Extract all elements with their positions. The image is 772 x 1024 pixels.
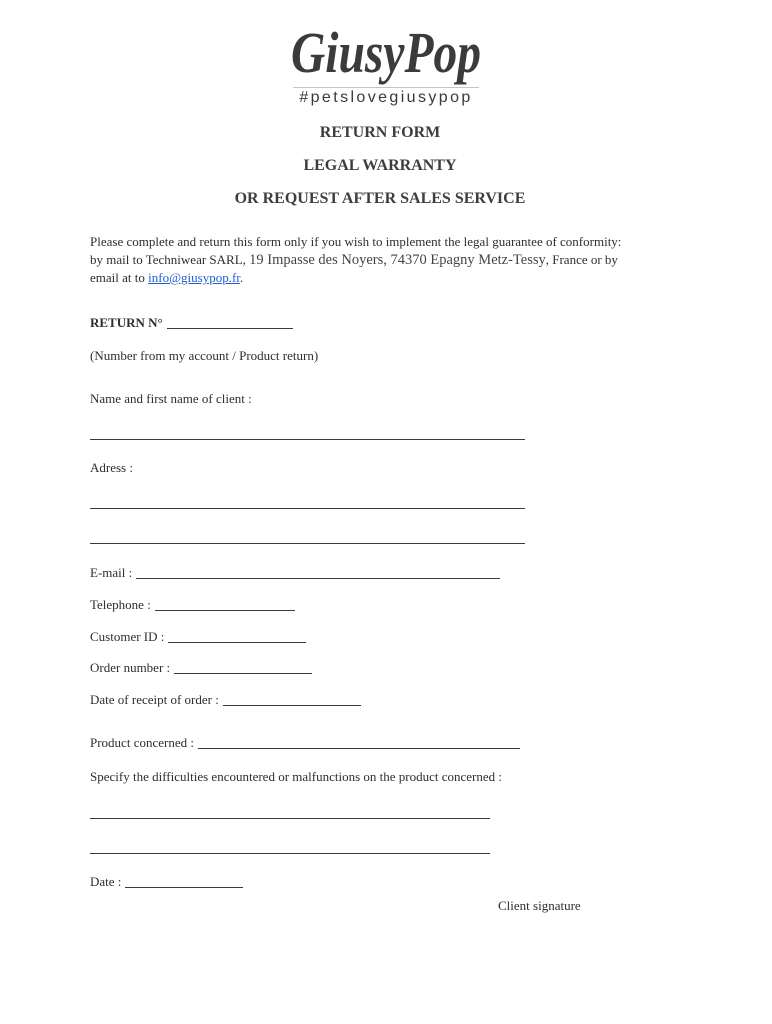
date-field[interactable] [125,886,243,888]
postal-address: 19 Impasse des Noyers, 74370 Epagny Metz-Tessy [249,252,546,268]
form-subtitle-legal-warranty: LEGAL WARRANTY [303,157,457,174]
customer-id-field[interactable] [168,641,306,643]
receipt-date-field[interactable] [223,704,361,706]
difficulties-label: Specify the difficulties encountered or malfunctions on the product concerned : [90,769,503,784]
return-number-label: RETURN N° [90,315,163,330]
logo-wordmark: GiusyPop [291,20,481,85]
form-subtitle-after-sales: OR REQUEST AFTER SALES SERVICE [234,190,526,207]
email-link[interactable]: info@giusypop.fr [148,270,240,285]
logo-tagline: #petslovegiusypop [299,89,473,106]
product-field[interactable] [198,747,520,749]
form-title: RETURN FORM [319,124,441,141]
intro-line-1: Please complete and return this form only if you wish to implement the legal guarantee of conformity: [90,234,622,249]
client-name-label: Name and first name of client : [90,391,252,406]
product-label: Product concerned : [90,735,194,750]
intro-mail-suffix: , France or by [545,252,618,267]
product-row [90,735,520,751]
receipt-date-label: Date of receipt of order : [90,692,219,707]
telephone-field[interactable] [155,609,295,611]
email-field[interactable] [136,577,500,579]
order-number-label: Order number : [90,660,171,675]
order-number-row [90,660,312,676]
return-number-field[interactable] [167,327,293,329]
address-field-line-2[interactable] [90,543,525,544]
email-label: E-mail : [90,565,133,580]
intro-paragraph [90,233,621,287]
customer-id-label: Customer ID : [90,629,165,644]
address-label: Adress : [90,460,133,475]
telephone-label: Telephone : [90,597,151,612]
telephone-row [90,597,295,613]
receipt-date-row [90,692,361,708]
order-number-field[interactable] [174,672,312,674]
difficulties-field-line-1[interactable] [90,818,490,819]
giusypop-logo [287,14,487,88]
intro-email-prefix: email at to [90,270,149,285]
intro-email-suffix: . [239,270,244,285]
address-field-line-1[interactable] [90,508,525,509]
client-signature-label: Client signature [498,898,581,913]
return-number-hint: (Number from my account / Product return) [90,348,319,363]
client-name-field[interactable] [90,439,525,440]
customer-id-row [90,629,306,645]
date-label: Date : [90,874,122,889]
return-number-row [90,315,293,331]
difficulties-field-line-2[interactable] [90,853,490,854]
email-row [90,565,500,581]
intro-mail-prefix: by mail to Techniwear SARL, [90,252,250,267]
date-row [90,874,243,890]
